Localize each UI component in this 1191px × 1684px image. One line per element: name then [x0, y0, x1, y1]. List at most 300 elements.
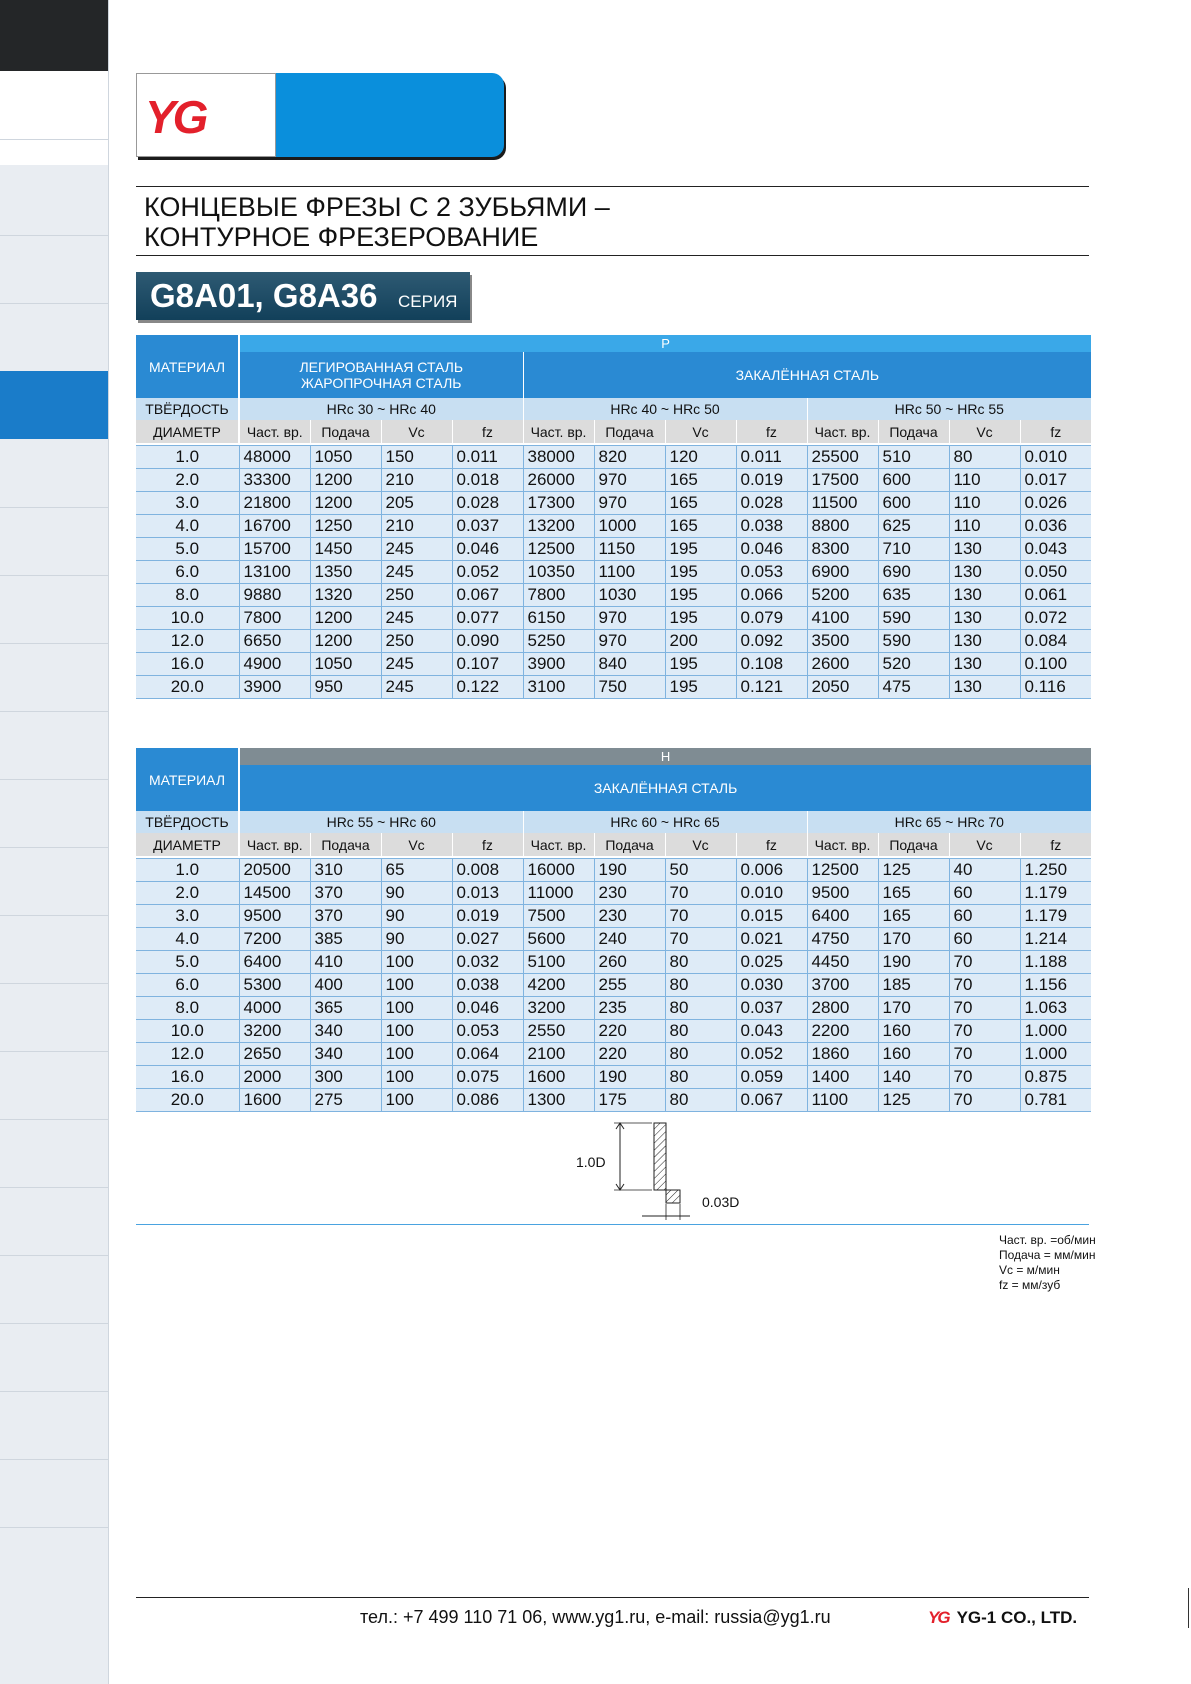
- table-cell: 0.100: [1020, 653, 1091, 676]
- table-cell: 13100: [239, 561, 310, 584]
- material-header: МАТЕРИАЛ: [136, 748, 239, 811]
- table-cell: 185: [878, 974, 949, 997]
- table-cell: 5600: [523, 928, 594, 951]
- table-row: [136, 951, 1091, 974]
- diameter-cell: 2.0: [136, 882, 239, 905]
- table-cell: 70: [949, 1020, 1020, 1043]
- series-word: СЕРИЯ: [398, 292, 458, 311]
- table-cell: 1.156: [1020, 974, 1091, 997]
- material-name-line: ЖАРОПРОЧНАЯ СТАЛЬ: [301, 375, 462, 391]
- table-row: [136, 974, 1091, 997]
- table-cell: 190: [878, 951, 949, 974]
- table-cell: 1.179: [1020, 905, 1091, 928]
- table-cell: 0.090: [452, 630, 523, 653]
- table-cell: 0.072: [1020, 607, 1091, 630]
- table-cell: 0.050: [1020, 561, 1091, 584]
- table-cell: 175: [594, 1089, 665, 1112]
- hardness-range: HRc 40 ~ HRc 50: [523, 398, 807, 420]
- col-header-rpm: Част. вр.: [239, 833, 310, 856]
- table-cell: 0.030: [736, 974, 807, 997]
- table-cell: 1200: [310, 630, 381, 653]
- table-cell: 1200: [310, 469, 381, 492]
- table-cell: 6900: [807, 561, 878, 584]
- units-legend: [999, 1233, 1096, 1293]
- table-cell: 0.059: [736, 1066, 807, 1089]
- table-cell: 520: [878, 653, 949, 676]
- table-cell: 240: [594, 928, 665, 951]
- table-cell: 340: [310, 1043, 381, 1066]
- table-cell: 0.046: [736, 538, 807, 561]
- table-cell: 125: [878, 1089, 949, 1112]
- hardness-range: HRc 65 ~ HRc 70: [807, 811, 1091, 833]
- col-header-vc: Vc: [949, 420, 1020, 443]
- table-cell: 0.015: [736, 905, 807, 928]
- table-cell: 1050: [310, 446, 381, 469]
- table-cell: 0.116: [1020, 676, 1091, 699]
- table-cell: 275: [310, 1089, 381, 1112]
- table-cell: 12500: [523, 538, 594, 561]
- table-cell: 165: [665, 515, 736, 538]
- material-name: [239, 352, 523, 398]
- table-cell: 12500: [807, 859, 878, 882]
- table-cell: 1.250: [1020, 859, 1091, 882]
- table-cell: 130: [949, 653, 1020, 676]
- col-header-feed: Подача: [310, 833, 381, 856]
- table-cell: 200: [665, 630, 736, 653]
- col-header-vc: Vc: [665, 833, 736, 856]
- table-row: [136, 1043, 1091, 1066]
- diameter-cell: 8.0: [136, 584, 239, 607]
- table-cell: 70: [665, 928, 736, 951]
- table-cell: 1050: [310, 653, 381, 676]
- table-cell: 80: [665, 974, 736, 997]
- sidebar-white-block: [0, 71, 108, 165]
- sidebar-divider: [0, 303, 108, 304]
- table-cell: 625: [878, 515, 949, 538]
- hardness-label: ТВЁРДОСТЬ: [136, 811, 239, 833]
- table-cell: 0.064: [452, 1043, 523, 1066]
- table-cell: 1300: [523, 1089, 594, 1112]
- table-cell: 1000: [594, 515, 665, 538]
- col-header-feed: Подача: [594, 833, 665, 856]
- table-cell: 0.013: [452, 882, 523, 905]
- table-cell: 7800: [523, 584, 594, 607]
- table-cell: 110: [949, 469, 1020, 492]
- table-cell: 160: [878, 1043, 949, 1066]
- col-header-rpm: Част. вр.: [807, 833, 878, 856]
- table-cell: 0.011: [736, 446, 807, 469]
- diameter-cell: 4.0: [136, 515, 239, 538]
- table-row: [136, 882, 1091, 905]
- table-cell: 60: [949, 905, 1020, 928]
- table-cell: 6400: [807, 905, 878, 928]
- sidebar-divider: [0, 1119, 108, 1120]
- col-header-vc: Vc: [381, 833, 452, 856]
- table-cell: 635: [878, 584, 949, 607]
- table-cell: 750: [594, 676, 665, 699]
- sidebar-divider: [0, 915, 108, 916]
- table-cell: 0.037: [452, 515, 523, 538]
- col-header-fz: fz: [736, 420, 807, 443]
- series-code: G8A01, G8A36: [150, 277, 378, 314]
- table-cell: 1320: [310, 584, 381, 607]
- table-cell: 300: [310, 1066, 381, 1089]
- table-cell: 1100: [594, 561, 665, 584]
- footer-contact[interactable]: тел.: +7 499 110 71 06, www.yg1.ru, e-mail: russia@yg1.ru: [360, 1607, 831, 1627]
- table-cell: 160: [878, 1020, 949, 1043]
- table-row: [136, 584, 1091, 607]
- table-cell: 2650: [239, 1043, 310, 1066]
- page-title: [144, 192, 610, 252]
- hardness-range: HRc 60 ~ HRc 65: [523, 811, 807, 833]
- table-cell: 0.038: [736, 515, 807, 538]
- table-cell: 100: [381, 951, 452, 974]
- table-cell: 0.037: [736, 997, 807, 1020]
- table-cell: 250: [381, 630, 452, 653]
- table-cell: 0.053: [452, 1020, 523, 1043]
- table-cell: 0.008: [452, 859, 523, 882]
- table-row: [136, 1066, 1091, 1089]
- table-cell: 4450: [807, 951, 878, 974]
- table-cell: 0.052: [452, 561, 523, 584]
- table-row: [136, 859, 1091, 882]
- table-cell: 0.038: [452, 974, 523, 997]
- table-cell: 13200: [523, 515, 594, 538]
- page-title-line1: КОНЦЕВЫЕ ФРЕЗЫ С 2 ЗУБЬЯМИ –: [144, 192, 610, 222]
- table-cell: 0.781: [1020, 1089, 1091, 1112]
- diameter-cell: 5.0: [136, 951, 239, 974]
- legend-line: Vc = м/мин: [999, 1263, 1060, 1277]
- table-cell: 1400: [807, 1066, 878, 1089]
- table-cell: 195: [665, 538, 736, 561]
- table-cell: 195: [665, 653, 736, 676]
- table-cell: 140: [878, 1066, 949, 1089]
- diameter-cell: 1.0: [136, 446, 239, 469]
- table-cell: 165: [878, 882, 949, 905]
- table-cell: 1600: [523, 1066, 594, 1089]
- table-row: [136, 538, 1091, 561]
- table-cell: 65: [381, 859, 452, 882]
- table-cell: 1.179: [1020, 882, 1091, 905]
- table-cell: 50: [665, 859, 736, 882]
- sidebar-divider: [0, 235, 108, 236]
- col-header-fz: fz: [452, 833, 523, 856]
- table-cell: 2100: [523, 1043, 594, 1066]
- table-cell: 80: [949, 446, 1020, 469]
- col-header-fz: fz: [452, 420, 523, 443]
- table-row: [136, 515, 1091, 538]
- table-cell: 100: [381, 1066, 452, 1089]
- table-cell: 3700: [807, 974, 878, 997]
- table-cell: 110: [949, 515, 1020, 538]
- table-cell: 0.025: [736, 951, 807, 974]
- table-cell: 1.188: [1020, 951, 1091, 974]
- table-row: [136, 1089, 1091, 1112]
- table-cell: 0.018: [452, 469, 523, 492]
- table-cell: 17300: [523, 492, 594, 515]
- table-cell: 38000: [523, 446, 594, 469]
- depth-label: 1.0D: [576, 1154, 606, 1170]
- table-cell: 4000: [239, 997, 310, 1020]
- diameter-cell: 20.0: [136, 1089, 239, 1112]
- diameter-label: ДИАМЕТР: [136, 833, 239, 856]
- table-cell: 130: [949, 538, 1020, 561]
- material-name: ЗАКАЛЁННАЯ СТАЛЬ: [239, 765, 1091, 811]
- table-cell: 0.067: [452, 584, 523, 607]
- table-cell: 1860: [807, 1043, 878, 1066]
- table-cell: 33300: [239, 469, 310, 492]
- table-cell: 60: [949, 882, 1020, 905]
- table-body-h: [136, 859, 1091, 1112]
- table-cell: 6650: [239, 630, 310, 653]
- table-cell: 0.046: [452, 538, 523, 561]
- table-cell: 245: [381, 676, 452, 699]
- table-row: [136, 561, 1091, 584]
- diameter-cell: 8.0: [136, 997, 239, 1020]
- table-cell: 0.108: [736, 653, 807, 676]
- table-cell: 590: [878, 607, 949, 630]
- table-cell: 100: [381, 1043, 452, 1066]
- table-cell: 80: [665, 997, 736, 1020]
- col-header-fz: fz: [736, 833, 807, 856]
- table-cell: 5100: [523, 951, 594, 974]
- table-cell: 245: [381, 607, 452, 630]
- table-cell: 245: [381, 561, 452, 584]
- table-cell: 11500: [807, 492, 878, 515]
- table-cell: 0.066: [736, 584, 807, 607]
- table-cell: 10350: [523, 561, 594, 584]
- table-cell: 130: [949, 630, 1020, 653]
- table-cell: 1250: [310, 515, 381, 538]
- table-cell: 1200: [310, 607, 381, 630]
- table-cell: 70: [949, 1089, 1020, 1112]
- table-cell: 80: [665, 1020, 736, 1043]
- logo-banner: [136, 73, 505, 158]
- table-cell: 210: [381, 515, 452, 538]
- legend-line: fz = мм/зуб: [999, 1278, 1061, 1292]
- table-cell: 600: [878, 492, 949, 515]
- legend-line: Подача = мм/мин: [999, 1248, 1096, 1262]
- sidebar-divider: [0, 1187, 108, 1188]
- table-cell: 245: [381, 538, 452, 561]
- hardness-range: HRc 30 ~ HRc 40: [239, 398, 523, 420]
- table-cell: 70: [949, 951, 1020, 974]
- sidebar-divider: [0, 507, 108, 508]
- table-row: [136, 469, 1091, 492]
- diameter-cell: 16.0: [136, 653, 239, 676]
- table-cell: 970: [594, 607, 665, 630]
- col-header-feed: Подача: [878, 833, 949, 856]
- table-cell: 190: [594, 859, 665, 882]
- table-cell: 600: [878, 469, 949, 492]
- table-cell: 970: [594, 469, 665, 492]
- table-cell: 8800: [807, 515, 878, 538]
- table-cell: 1350: [310, 561, 381, 584]
- table-cell: 165: [665, 469, 736, 492]
- footer-yg-logo: YG: [928, 1608, 949, 1627]
- table-cell: 0.092: [736, 630, 807, 653]
- table-cell: 4750: [807, 928, 878, 951]
- table-cell: 4900: [239, 653, 310, 676]
- sidebar-divider: [0, 1051, 108, 1052]
- table-cell: 2200: [807, 1020, 878, 1043]
- diameter-cell: 20.0: [136, 676, 239, 699]
- table-cell: 130: [949, 607, 1020, 630]
- table-row: [136, 653, 1091, 676]
- table-cell: 255: [594, 974, 665, 997]
- table-cell: 0.067: [736, 1089, 807, 1112]
- sidebar-divider: [0, 575, 108, 576]
- table-cell: 3200: [239, 1020, 310, 1043]
- page-title-line2: КОНТУРНОЕ ФРЕЗЕРОВАНИЕ: [144, 222, 539, 252]
- table-cell: 26000: [523, 469, 594, 492]
- table-cell: 0.061: [1020, 584, 1091, 607]
- table-cell: 100: [381, 974, 452, 997]
- table-cell: 590: [878, 630, 949, 653]
- table-cell: 3900: [239, 676, 310, 699]
- table-cell: 820: [594, 446, 665, 469]
- col-header-rpm: Част. вр.: [523, 833, 594, 856]
- table-cell: 385: [310, 928, 381, 951]
- material-header: МАТЕРИАЛ: [136, 335, 239, 398]
- diameter-cell: 5.0: [136, 538, 239, 561]
- col-header-vc: Vc: [949, 833, 1020, 856]
- series-badge: [136, 272, 470, 320]
- diameter-cell: 1.0: [136, 859, 239, 882]
- table-cell: 70: [949, 1043, 1020, 1066]
- table-cell: 1030: [594, 584, 665, 607]
- table-cell: 7800: [239, 607, 310, 630]
- table-cell: 80: [665, 1066, 736, 1089]
- table-cell: 3200: [523, 997, 594, 1020]
- section-rule: [136, 1224, 1089, 1225]
- col-header-fz: fz: [1020, 420, 1091, 443]
- table-cell: 195: [665, 607, 736, 630]
- table-cell: 25500: [807, 446, 878, 469]
- diameter-cell: 6.0: [136, 561, 239, 584]
- table-cell: 370: [310, 905, 381, 928]
- table-cell: 0.026: [1020, 492, 1091, 515]
- diameter-cell: 12.0: [136, 1043, 239, 1066]
- legend-line: Част. вр. =об/мин: [999, 1233, 1096, 1247]
- table-cell: 2050: [807, 676, 878, 699]
- table-cell: 2550: [523, 1020, 594, 1043]
- table-cell: 70: [949, 997, 1020, 1020]
- table-cell: 80: [665, 1043, 736, 1066]
- table-row: [136, 446, 1091, 469]
- width-label: 0.03D: [702, 1194, 740, 1210]
- table-cell: 245: [381, 653, 452, 676]
- table-cell: 710: [878, 538, 949, 561]
- sidebar-divider: [0, 779, 108, 780]
- company-name: YG-1 CO., LTD.: [956, 1608, 1078, 1627]
- table-cell: 410: [310, 951, 381, 974]
- sidebar-divider: [0, 711, 108, 712]
- table-cell: 0.027: [452, 928, 523, 951]
- table-cell: 400: [310, 974, 381, 997]
- diameter-cell: 10.0: [136, 1020, 239, 1043]
- table-cell: 0.019: [452, 905, 523, 928]
- table-cell: 0.077: [452, 607, 523, 630]
- table-cell: 125: [878, 859, 949, 882]
- iso-group-label: P: [239, 335, 1091, 352]
- table-cell: 0.036: [1020, 515, 1091, 538]
- table-cell: 1450: [310, 538, 381, 561]
- table-row: [136, 607, 1091, 630]
- sidebar-divider: [0, 1391, 108, 1392]
- table-cell: 1.000: [1020, 1043, 1091, 1066]
- table-row: [136, 905, 1091, 928]
- table-cell: 90: [381, 882, 452, 905]
- cutting-data-table-p: [136, 335, 1091, 699]
- table-cell: 0.086: [452, 1089, 523, 1112]
- table-cell: 195: [665, 561, 736, 584]
- diameter-cell: 10.0: [136, 607, 239, 630]
- col-header-feed: Подача: [594, 420, 665, 443]
- diameter-cell: 3.0: [136, 905, 239, 928]
- sidebar: [0, 0, 109, 1684]
- table-cell: 0.052: [736, 1043, 807, 1066]
- table-cell: 6150: [523, 607, 594, 630]
- table-row: [136, 492, 1091, 515]
- table-cell: 370: [310, 882, 381, 905]
- table-cell: 0.019: [736, 469, 807, 492]
- table-cell: 0.053: [736, 561, 807, 584]
- table-cell: 0.875: [1020, 1066, 1091, 1089]
- table-cell: 2600: [807, 653, 878, 676]
- sidebar-divider: [0, 847, 108, 848]
- table-cell: 17500: [807, 469, 878, 492]
- table-row: [136, 928, 1091, 951]
- table-cell: 365: [310, 997, 381, 1020]
- table-cell: 21800: [239, 492, 310, 515]
- table-cell: 90: [381, 928, 452, 951]
- diameter-cell: 2.0: [136, 469, 239, 492]
- table-row: [136, 676, 1091, 699]
- hardness-range: HRc 55 ~ HRc 60: [239, 811, 523, 833]
- sidebar-active-tab[interactable]: [0, 371, 108, 439]
- table-cell: 100: [381, 997, 452, 1020]
- table-cell: 970: [594, 492, 665, 515]
- sidebar-divider: [0, 1323, 108, 1324]
- material-name: ЗАКАЛЁННАЯ СТАЛЬ: [523, 352, 1091, 398]
- col-header-feed: Подача: [310, 420, 381, 443]
- table-cell: 5200: [807, 584, 878, 607]
- cutting-data-table-h: [136, 748, 1091, 1112]
- diameter-cell: 16.0: [136, 1066, 239, 1089]
- table-row: [136, 1020, 1091, 1043]
- table-cell: 0.011: [452, 446, 523, 469]
- table-cell: 0.010: [736, 882, 807, 905]
- col-header-rpm: Част. вр.: [239, 420, 310, 443]
- table-cell: 0.021: [736, 928, 807, 951]
- table-cell: 4200: [523, 974, 594, 997]
- table-cell: 510: [878, 446, 949, 469]
- table-cell: 120: [665, 446, 736, 469]
- table-row: [136, 997, 1091, 1020]
- logo-box: [136, 73, 276, 157]
- table-cell: 0.046: [452, 997, 523, 1020]
- table-cell: 0.006: [736, 859, 807, 882]
- hardness-range: HRc 50 ~ HRc 55: [807, 398, 1091, 420]
- table-cell: 230: [594, 882, 665, 905]
- table-cell: 14500: [239, 882, 310, 905]
- col-header-fz: fz: [1020, 833, 1091, 856]
- table-cell: 170: [878, 997, 949, 1020]
- table-cell: 90: [381, 905, 452, 928]
- table-cell: 475: [878, 676, 949, 699]
- table-cell: 1600: [239, 1089, 310, 1112]
